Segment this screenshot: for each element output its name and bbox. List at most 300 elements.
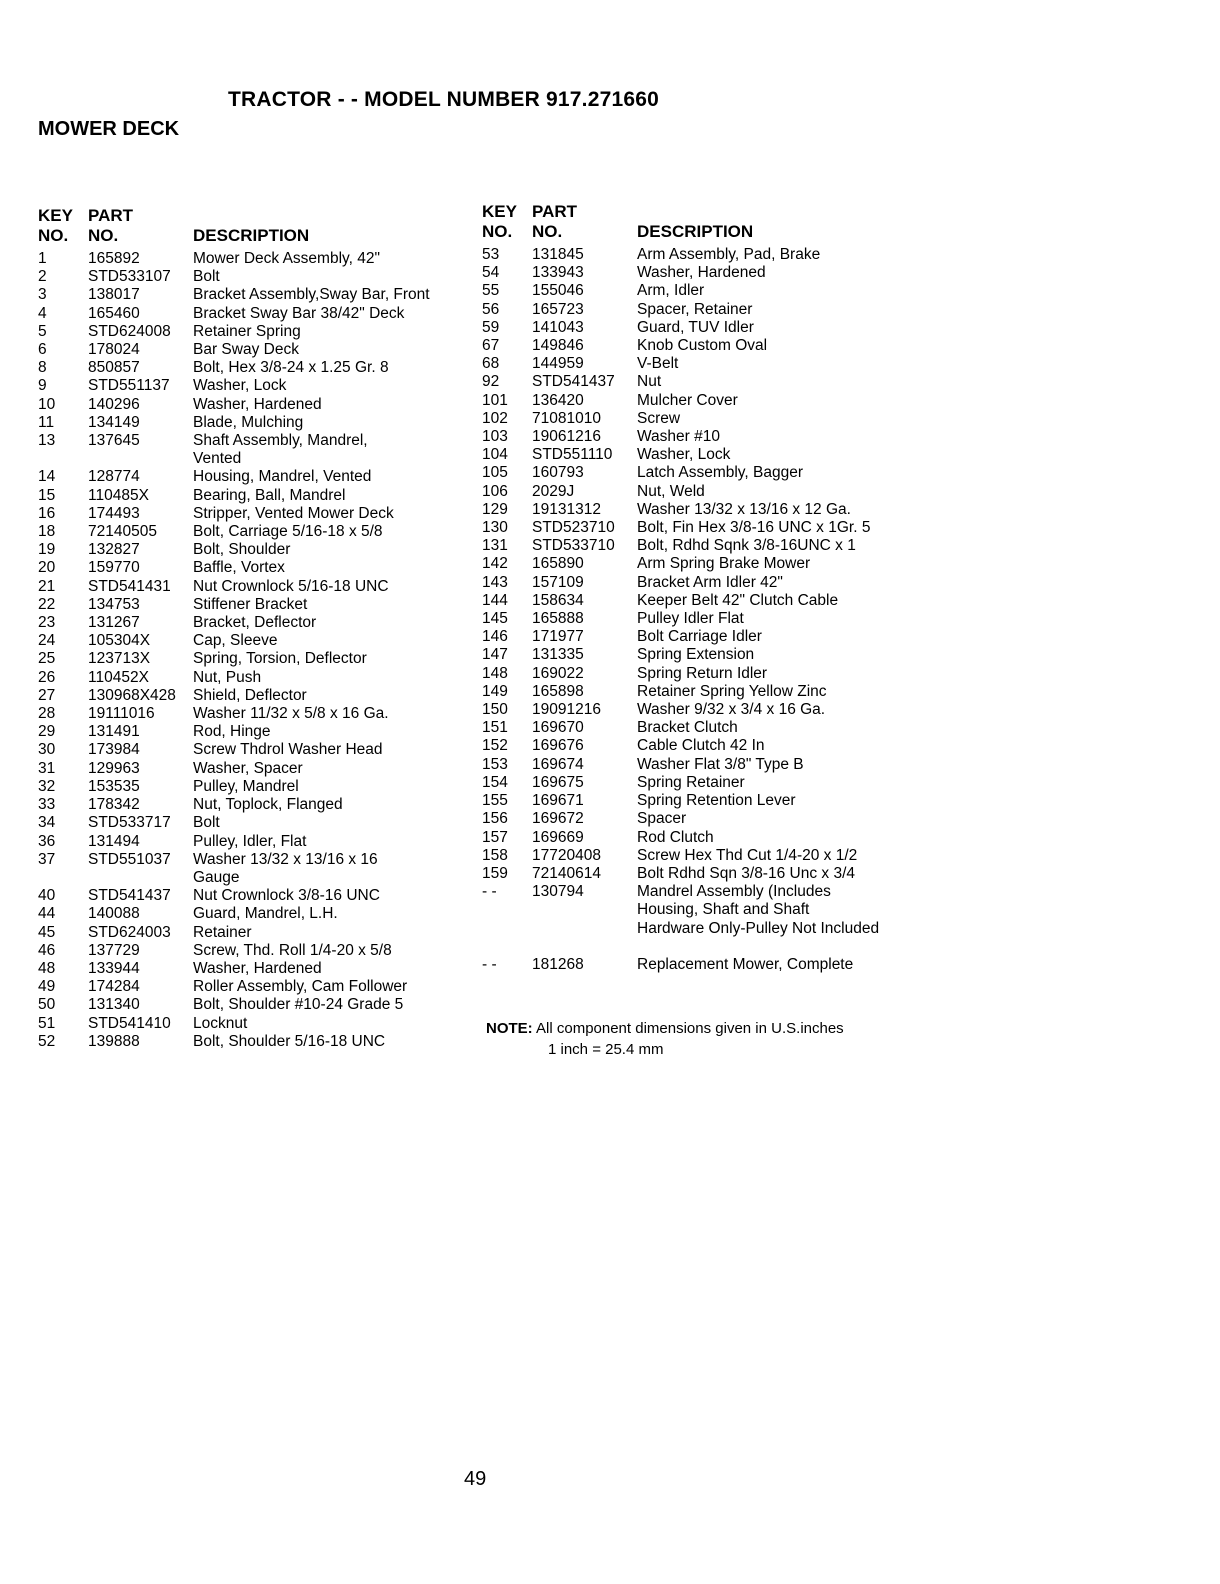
table-row	[38, 505, 468, 523]
part-no: 136420	[532, 391, 584, 409]
header-key-top: KEY	[38, 206, 73, 225]
table-row	[482, 719, 922, 737]
table-row	[38, 432, 468, 450]
key-no: 130	[482, 519, 508, 537]
key-no: 33	[38, 796, 56, 814]
key-no: 50	[38, 996, 56, 1014]
description: Washer 13/32 x 13/16 x 12 Ga.	[637, 500, 851, 518]
key-no: - -	[482, 955, 497, 973]
header-part-top: PART	[532, 202, 578, 221]
key-no: 10	[38, 395, 56, 413]
part-no: 169674	[532, 755, 584, 773]
key-no: 52	[38, 1032, 56, 1050]
part-no: 140088	[88, 905, 140, 923]
description: Spring Return Idler	[637, 664, 768, 682]
description: Guard, Mandrel, L.H.	[193, 905, 338, 923]
table-row	[38, 614, 468, 632]
description: Retainer Spring	[193, 322, 301, 340]
key-no: 31	[38, 759, 56, 777]
part-no: STD523710	[532, 519, 615, 537]
key-no: 24	[38, 632, 56, 650]
description	[637, 938, 922, 956]
description: Keeper Belt 42" Clutch Cable	[637, 591, 839, 609]
key-no: 36	[38, 832, 56, 850]
part-no: STD624008	[88, 322, 171, 340]
description: Spring, Torsion, Deflector	[193, 650, 367, 668]
table-body	[482, 246, 922, 974]
key-no: 44	[38, 905, 56, 923]
description: Bolt, Rdhd Sqnk 3/8-16UNC x 1	[637, 537, 856, 555]
table-row	[38, 632, 468, 650]
part-no: STD551037	[88, 850, 171, 868]
description: Bolt, Shoulder #10-24 Grade 5	[193, 996, 404, 1014]
key-no: 26	[38, 668, 56, 686]
description: Housing, Shaft and Shaft	[637, 901, 810, 919]
description: Bolt, Fin Hex 3/8-16 UNC x 1Gr. 5	[637, 519, 871, 537]
table-row	[38, 887, 468, 905]
part-no: 165892	[88, 250, 140, 267]
part-no: 157109	[532, 573, 584, 591]
part-no: 174493	[88, 504, 140, 522]
description: Nut, Push	[193, 668, 262, 686]
part-no: 144959	[532, 355, 584, 373]
table-row	[482, 901, 922, 919]
description: Bolt Rdhd Sqn 3/8-16 Unc x 3/4	[637, 864, 855, 882]
part-no: 71081010	[532, 409, 601, 427]
key-no: 154	[482, 773, 508, 791]
part-no: 165460	[88, 304, 140, 322]
table-row	[482, 646, 922, 664]
description: Bracket Sway Bar 38/42" Deck	[193, 304, 405, 322]
part-no: 131845	[532, 246, 584, 263]
key-no	[482, 938, 532, 956]
part-no: 159770	[88, 559, 140, 577]
key-no	[482, 901, 532, 919]
description: Blade, Mulching	[193, 413, 304, 431]
note	[486, 1018, 844, 1060]
table-row	[482, 737, 922, 755]
key-no: 5	[38, 322, 47, 340]
description: Locknut	[193, 1014, 248, 1032]
part-no: 173984	[88, 741, 140, 759]
table-row	[38, 323, 468, 341]
part-no: 165898	[532, 682, 584, 700]
table-row	[482, 956, 922, 974]
key-no	[482, 920, 532, 938]
part-no: STD533717	[88, 814, 171, 832]
table-row	[482, 610, 922, 628]
key-no: 25	[38, 650, 56, 668]
part-no: 140296	[88, 395, 140, 413]
part-no: 19111016	[88, 705, 155, 723]
key-no: 145	[482, 610, 508, 628]
key-no: 40	[38, 887, 56, 905]
key-no: 48	[38, 959, 56, 977]
key-no: 8	[38, 359, 47, 377]
part-no: 149846	[532, 337, 584, 355]
part-no: 2029J	[532, 482, 575, 500]
table-row	[482, 301, 922, 319]
part-no: 169676	[532, 737, 584, 755]
table-row	[482, 555, 922, 573]
table-row	[38, 468, 468, 486]
key-no: 143	[482, 573, 508, 591]
description: V-Belt	[637, 355, 679, 373]
key-no: 68	[482, 355, 500, 373]
description: Rod Clutch	[637, 828, 714, 846]
key-no: 51	[38, 1014, 56, 1032]
key-no: 29	[38, 723, 56, 741]
part-no: STD541437	[88, 887, 171, 905]
description: Spacer, Retainer	[637, 300, 753, 318]
part-no: 110452X	[88, 668, 149, 686]
description: Washer, Spacer	[193, 759, 303, 777]
part-no: 19061216	[532, 428, 601, 446]
description: Pulley, Idler, Flat	[193, 832, 307, 850]
table-row	[38, 596, 468, 614]
table-row	[38, 778, 468, 796]
description: Mower Deck Assembly, 42"	[193, 250, 380, 267]
description: Washer Flat 3/8" Type B	[637, 755, 804, 773]
table-row	[482, 865, 922, 883]
header-key-top: KEY	[482, 202, 517, 221]
part-no: 131267	[88, 614, 140, 632]
key-no: 101	[482, 391, 508, 409]
part-no	[532, 901, 637, 919]
key-no: 54	[482, 264, 500, 282]
key-no: 102	[482, 409, 508, 427]
description: Bolt Carriage Idler	[637, 628, 762, 646]
key-no: 27	[38, 686, 56, 704]
part-no: 169022	[532, 664, 584, 682]
part-no: STD551137	[88, 377, 170, 395]
description: Bolt	[193, 268, 220, 286]
table-row	[482, 810, 922, 828]
part-no: 128774	[88, 468, 140, 486]
table-body	[38, 250, 468, 1051]
key-no: 13	[38, 432, 56, 450]
key-no: 131	[482, 537, 508, 555]
table-row	[482, 774, 922, 792]
part-no: 165890	[532, 555, 584, 573]
part-no: 169671	[532, 792, 584, 810]
table-row	[38, 851, 468, 869]
key-no: 6	[38, 341, 47, 359]
key-no: 104	[482, 446, 508, 464]
table-row	[482, 665, 922, 683]
description: Gauge	[193, 868, 240, 886]
table-row	[38, 305, 468, 323]
part-no: 72140614	[532, 864, 601, 882]
part-no: STD533107	[88, 268, 171, 286]
key-no: 45	[38, 923, 56, 941]
description: Hardware Only-Pulley Not Included	[637, 919, 880, 937]
part-no: 165723	[532, 300, 584, 318]
key-no: 18	[38, 523, 56, 541]
description: Spring Retention Lever	[637, 792, 796, 810]
key-no: 3	[38, 286, 47, 304]
key-no	[38, 869, 88, 887]
table-row	[482, 373, 922, 391]
description: Washer, Hardened	[193, 959, 322, 977]
description: Spacer	[637, 810, 687, 828]
description: Washer #10	[637, 428, 720, 446]
note-line-1: All component dimensions given in U.S.inches	[536, 1020, 844, 1037]
part-no: 137729	[88, 941, 140, 959]
description: Screw Thdrol Washer Head	[193, 741, 383, 759]
key-no: 34	[38, 814, 56, 832]
table-row	[38, 523, 468, 541]
part-no: 139888	[88, 1032, 140, 1050]
key-no: 152	[482, 737, 508, 755]
part-no: 72140505	[88, 523, 157, 541]
key-no	[38, 450, 88, 468]
description: Shaft Assembly, Mandrel,	[193, 432, 368, 450]
table-row	[482, 428, 922, 446]
table-row	[38, 741, 468, 759]
part-no	[532, 938, 637, 956]
header-description: DESCRIPTION	[193, 226, 310, 245]
part-no: 160793	[532, 464, 584, 482]
table-row	[482, 683, 922, 701]
table-row	[38, 268, 468, 286]
key-no: 92	[482, 373, 500, 391]
description: Bearing, Ball, Mandrel	[193, 486, 346, 504]
part-no: 131340	[88, 996, 140, 1014]
table-row	[482, 355, 922, 373]
table-row	[482, 829, 922, 847]
table-row	[38, 723, 468, 741]
description: Nut Crownlock 3/8-16 UNC	[193, 887, 380, 905]
description: Pulley, Mandrel	[193, 777, 299, 795]
description: Washer, Hardened	[637, 264, 766, 282]
description: Stiffener Bracket	[193, 595, 308, 613]
part-no: 132827	[88, 541, 140, 559]
description: Stripper, Vented Mower Deck	[193, 504, 394, 522]
note-label: NOTE:	[486, 1020, 533, 1037]
description: Nut, Weld	[637, 482, 705, 500]
key-no: 129	[482, 500, 508, 518]
table-row	[482, 464, 922, 482]
description: Housing, Mandrel, Vented	[193, 468, 372, 486]
table-row	[482, 883, 922, 901]
note-line-2: 1 inch = 25.4 mm	[548, 1041, 664, 1058]
table-row	[482, 483, 922, 501]
part-no: 130968X428	[88, 686, 176, 704]
table-row	[482, 501, 922, 519]
table-row	[38, 960, 468, 978]
part-no: 141043	[532, 318, 584, 336]
part-no: 153535	[88, 777, 140, 795]
description: Replacement Mower, Complete	[637, 955, 854, 973]
table-row	[38, 450, 468, 468]
table-row	[482, 282, 922, 300]
part-no: 19131312	[532, 500, 601, 518]
key-no: - -	[482, 883, 497, 901]
description: Washer, Lock	[637, 446, 731, 464]
part-no: 138017	[88, 286, 140, 304]
table-row	[482, 537, 922, 555]
description: Screw Hex Thd Cut 1/4-20 x 1/2	[637, 846, 858, 864]
description: Spring Retainer	[637, 773, 745, 791]
table-row	[38, 687, 468, 705]
key-no: 106	[482, 482, 508, 500]
part-no: 137645	[88, 432, 140, 450]
part-no: 131494	[88, 832, 140, 850]
key-no: 146	[482, 628, 508, 646]
description: Arm Assembly, Pad, Brake	[637, 246, 821, 263]
description: Bracket, Deflector	[193, 614, 317, 632]
table-row	[482, 701, 922, 719]
key-no: 105	[482, 464, 508, 482]
part-no: 178024	[88, 341, 140, 359]
part-no: 850857	[88, 359, 140, 377]
key-no: 14	[38, 468, 56, 486]
key-no: 103	[482, 428, 508, 446]
table-row	[38, 705, 468, 723]
description: Latch Assembly, Bagger	[637, 464, 803, 482]
description: Knob Custom Oval	[637, 337, 768, 355]
key-no: 46	[38, 941, 56, 959]
key-no: 55	[482, 282, 500, 300]
key-no: 19	[38, 541, 56, 559]
table-row	[482, 592, 922, 610]
table-row	[38, 250, 468, 268]
header-key-bottom: NO.	[482, 222, 513, 241]
key-no: 144	[482, 591, 508, 609]
parts-table-right	[482, 202, 922, 974]
description: Spring Extension	[637, 646, 755, 664]
description: Bolt	[193, 814, 220, 832]
table-row	[38, 996, 468, 1014]
part-no: 110485X	[88, 486, 149, 504]
key-no: 9	[38, 377, 47, 395]
table-row	[38, 760, 468, 778]
header-part-bottom: NO.	[532, 222, 563, 241]
header-part-top: PART	[88, 206, 134, 225]
description: Arm, Idler	[637, 282, 705, 300]
table-row	[38, 559, 468, 577]
description: Roller Assembly, Cam Follower	[193, 978, 408, 996]
table-row	[482, 920, 922, 938]
description: Nut Crownlock 5/16-18 UNC	[193, 577, 389, 595]
table-row	[38, 650, 468, 668]
key-no: 22	[38, 595, 56, 613]
key-no: 157	[482, 828, 508, 846]
table-row	[482, 446, 922, 464]
description: Mulcher Cover	[637, 391, 738, 409]
part-no: 134753	[88, 595, 140, 613]
part-no	[532, 920, 637, 938]
key-no: 59	[482, 318, 500, 336]
section-title: MOWER DECK	[38, 118, 180, 140]
header-key-bottom: NO.	[38, 226, 69, 245]
table-row	[38, 578, 468, 596]
description: Bracket Arm Idler 42"	[637, 573, 783, 591]
description: Washer, Hardened	[193, 395, 322, 413]
table-row	[482, 410, 922, 428]
description: Mandrel Assembly (Includes	[637, 883, 831, 901]
part-no: 131335	[532, 646, 584, 664]
description: Retainer	[193, 923, 252, 941]
table-row	[482, 519, 922, 537]
part-no: 131491	[88, 723, 140, 741]
part-no: 17720408	[532, 846, 601, 864]
table-row	[38, 669, 468, 687]
part-no: 169670	[532, 719, 584, 737]
key-no: 149	[482, 682, 508, 700]
description: Rod, Hinge	[193, 723, 271, 741]
table-row	[38, 924, 468, 942]
key-no: 159	[482, 864, 508, 882]
part-no: 123713X	[88, 650, 151, 668]
key-no: 56	[482, 300, 500, 318]
part-no: 181268	[532, 955, 584, 973]
table-row	[482, 792, 922, 810]
key-no: 155	[482, 792, 508, 810]
key-no: 37	[38, 850, 56, 868]
key-no: 53	[482, 246, 500, 263]
part-no: 171977	[532, 628, 584, 646]
key-no: 16	[38, 504, 56, 522]
part-no: 169675	[532, 773, 584, 791]
table-row	[38, 414, 468, 432]
table-row	[38, 1033, 468, 1051]
part-no: 133944	[88, 959, 140, 977]
description: Shield, Deflector	[193, 686, 307, 704]
table-header	[38, 206, 468, 250]
description: Washer, Lock	[193, 377, 287, 395]
part-no: 178342	[88, 796, 140, 814]
table-row	[482, 319, 922, 337]
table-row	[38, 942, 468, 960]
table-row	[38, 377, 468, 395]
part-no: STD541437	[532, 373, 615, 391]
key-no: 156	[482, 810, 508, 828]
page-number: 49	[464, 1468, 487, 1490]
table-row	[482, 337, 922, 355]
part-no: 174284	[88, 978, 140, 996]
key-no: 11	[38, 413, 55, 431]
key-no: 30	[38, 741, 56, 759]
description: Bolt, Hex 3/8-24 x 1.25 Gr. 8	[193, 359, 389, 377]
part-no	[88, 869, 193, 887]
part-no: 169669	[532, 828, 584, 846]
part-no: STD551110	[532, 446, 613, 464]
table-row	[38, 796, 468, 814]
table-row	[482, 756, 922, 774]
part-no: 158634	[532, 591, 584, 609]
key-no: 23	[38, 614, 56, 632]
description: Bolt, Carriage 5/16-18 x 5/8	[193, 523, 383, 541]
key-no: 142	[482, 555, 508, 573]
description: Guard, TUV Idler	[637, 318, 754, 336]
key-no: 4	[38, 304, 47, 322]
table-row	[38, 814, 468, 832]
key-no: 150	[482, 701, 508, 719]
table-row	[38, 487, 468, 505]
description: Arm Spring Brake Mower	[637, 555, 811, 573]
key-no: 32	[38, 777, 56, 795]
table-row	[38, 869, 468, 887]
description: Retainer Spring Yellow Zinc	[637, 682, 827, 700]
description: Cap, Sleeve	[193, 632, 278, 650]
header-part-bottom: NO.	[88, 226, 119, 245]
part-no: 155046	[532, 282, 584, 300]
table-header	[482, 202, 922, 246]
part-no: 134149	[88, 413, 140, 431]
part-no: 169672	[532, 810, 584, 828]
